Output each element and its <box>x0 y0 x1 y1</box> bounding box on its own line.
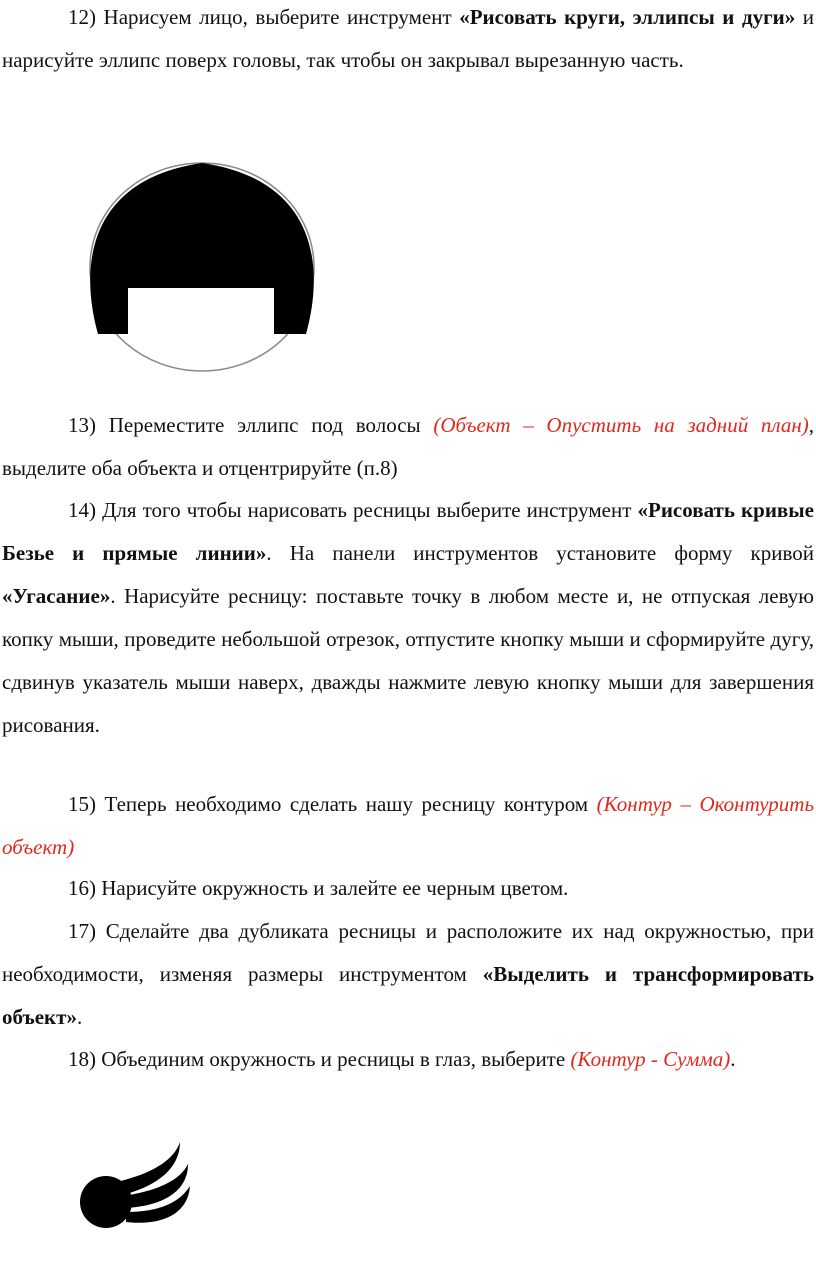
head-with-hair-figure <box>80 150 320 380</box>
step-13-rest: , выделите оба объекта и отцентрируйте (п.8) <box>2 413 814 480</box>
step-12-lead: 12) Нарисуем лицо, выберите инструмент <box>68 5 460 29</box>
menu-path-stroke-to-path: (Контур – Оконтурить объект) <box>2 792 815 859</box>
step-18-paragraph <box>2 1038 814 1081</box>
step-14-mid: . На панели инструментов установите форму кривой <box>266 541 814 565</box>
menu-path-lower-to-bottom: (Объект – Опустить на задний план) <box>433 413 809 437</box>
step-14-paragraph <box>2 489 814 747</box>
curve-shape-name: «Угасание» <box>2 584 111 608</box>
step-17-lead: 17) Сделайте два дубликата ресницы и расположите их над окружностью, при необходимости, изменяя размеры инструментом <box>2 919 814 986</box>
step-16-paragraph <box>2 867 814 910</box>
step-17-rest: . <box>76 1005 83 1029</box>
step-15-lead: 15) Теперь необходимо сделать нашу ресницу контуром <box>68 792 597 816</box>
step-13-lead: 13) Переместите эллипс под волосы <box>68 413 434 437</box>
tool-name-bezier: «Рисовать кривые Безье и прямые линии» <box>2 498 814 565</box>
step-14-rest: . Нарисуйте ресницу: поставьте точку в любом месте и, не отпуская левую копку мыши, проведите небольшой отрезок, отпустите кнопку мыши и сформируйте дугу, сдвинув указатель мыши наверх, дважды нажмите левую кнопку мыши для завершения рисования. <box>2 584 814 737</box>
step-15-paragraph <box>2 783 814 869</box>
step-16-text: 16) Нарисуйте окружность и залейте ее черным цветом. <box>68 876 569 900</box>
eye-with-lashes-figure <box>72 1136 202 1276</box>
step-12-rest: и нарисуйте эллипс поверх головы, так чтобы он закрывал вырезанную часть. <box>2 5 814 72</box>
menu-path-union: (Контур - Сумма) <box>570 1047 731 1071</box>
step-18-rest: . <box>730 1047 736 1071</box>
tool-name-select-transform: «Выделить и трансформировать объект» <box>2 962 814 1029</box>
step-14-lead: 14) Для того чтобы нарисовать ресницы выберите инструмент <box>68 498 638 522</box>
tool-name-ellipse: «Рисовать круги, эллипсы и дуги» <box>459 5 796 29</box>
step-17-paragraph <box>2 910 814 1039</box>
step-13-paragraph <box>2 404 814 490</box>
step-12-paragraph <box>2 0 814 82</box>
step-18-lead: 18) Объединим окружность и ресницы в глаз, выберите <box>68 1047 571 1071</box>
